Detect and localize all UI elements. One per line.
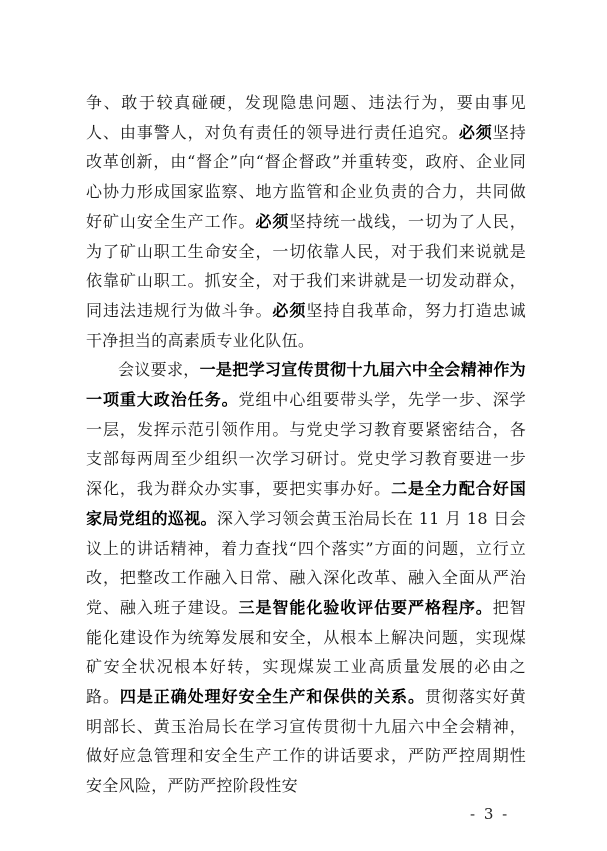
text-run: 争、敢于较真碰硬，发现隐患问题、违法行为，要由事见人、由事警人，对负有责任的领导进行责任追究。 (86, 93, 526, 142)
bold-text-run: 二是全力配合好国家局党组的巡视。 (86, 479, 526, 528)
bold-text-run: 必须 (272, 300, 307, 320)
text-run: 坚持改革创新，由“督企”向“督企督政”并重转变，政府、企业同心协力形成国家监察、地方监管和企业负责的合力，共同做好矿山安全生产工作。 (86, 122, 526, 231)
text-run: 深入学习领会黄玉治局长在 11 月 18 日会议上的讲话精神，着力查找“四个落实”方面的问题，立行立改，把整改工作融入日常、融入深化改革、融入全面从严治党、融入班子建设。 (86, 508, 526, 617)
bold-text-run: 必须 (458, 122, 493, 142)
bold-text-run: 三是智能化验收评估要严格程序。 (238, 597, 493, 617)
text-run: 党组中心组要带头学，先学一步、深学一层，发挥示范引领作用。与党史学习教育要紧密结合，各支部每两周至少组织一次学习研讨。党史学习教育要进一步深化，我为群众办实事，要把实事办好。 (86, 390, 526, 499)
text-run: 会议要求， (118, 360, 200, 380)
document-body (86, 88, 526, 801)
paragraph-2 (86, 355, 526, 801)
bold-text-run: 四是正确处理好安全生产和保供的关系。 (119, 687, 425, 707)
bold-text-run: 必须 (255, 211, 290, 231)
text-run: 把智能化建设作为统筹发展和安全，从根本上解决问题，实现煤矿安全状况根本好转，实现煤炭工业高质量发展的必由之路。 (86, 597, 526, 707)
text-run: 贯彻落实好黄明部长、黄玉治局长在学习宣传贯彻十九届六中全会精神，做好应急管理和安全生产工作的讲话要求，严防严控周期性安全风险，严防严控阶段性安 (86, 687, 526, 796)
text-run: 坚持统一战线，一切为了人民，为了矿山职工生命安全，一切依靠人民，对于我们来说就是依靠矿山职工。抓安全，对于我们来讲就是一切发动群众，同违法违规行为做斗争。 (86, 211, 527, 320)
text-run: 坚持自我革命，努力打造忠诚干净担当的高素质专业化队伍。 (86, 300, 526, 350)
paragraph-1 (86, 88, 526, 355)
page-number: - 3 - (470, 805, 510, 823)
bold-text-run: 一是把学习宣传贯彻十九届六中全会精神作为一项重大政治任务。 (86, 360, 526, 410)
